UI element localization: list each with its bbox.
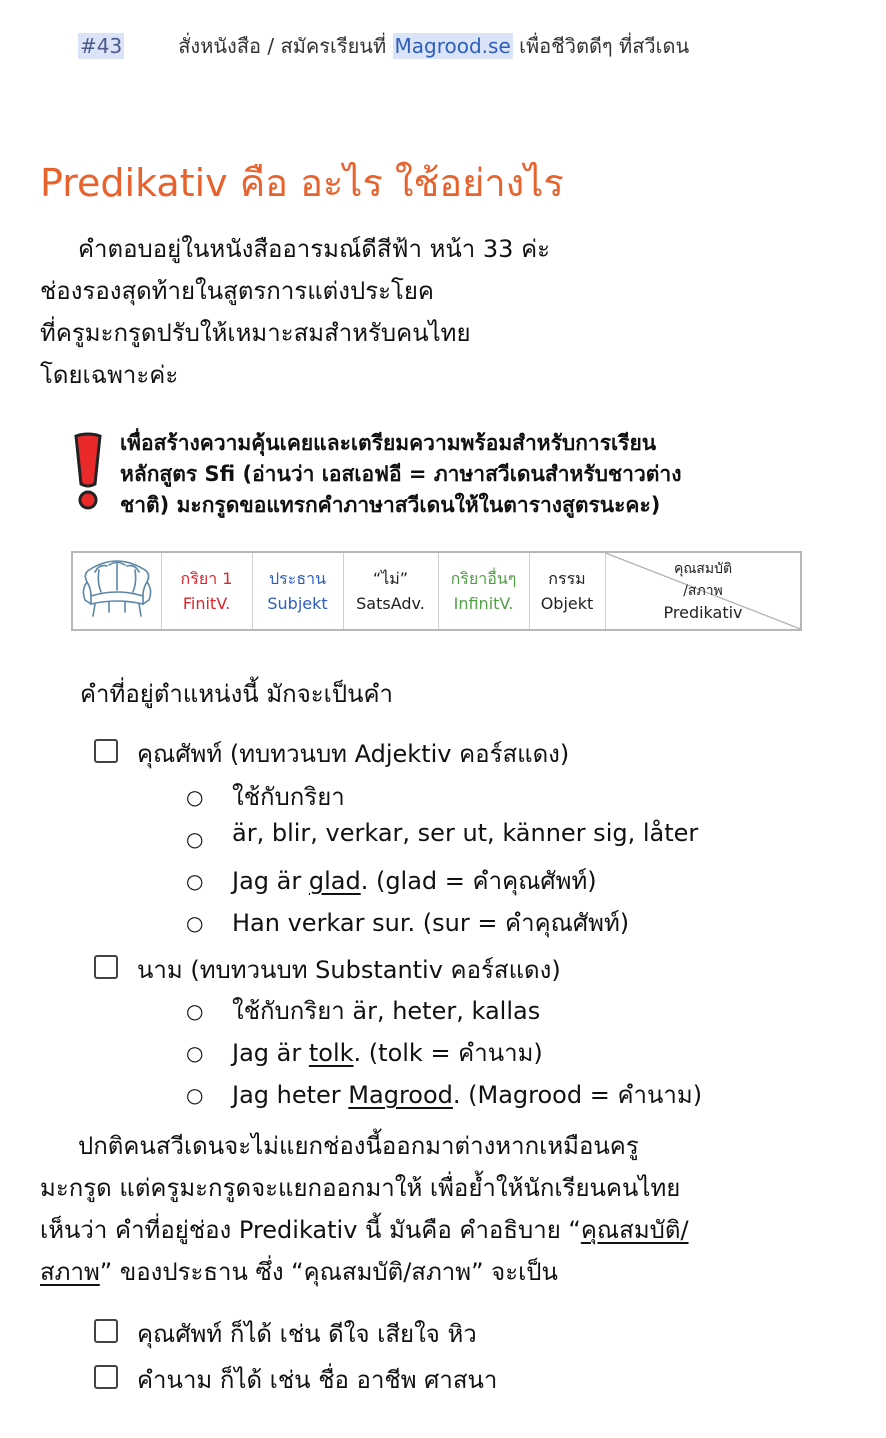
sentence-formula-table xyxy=(71,551,802,631)
warning-note xyxy=(70,428,790,528)
bullet-icon: ○ xyxy=(186,911,204,935)
col-predikativ: คุณสมบัติ /สภาพ Predikativ xyxy=(605,552,801,630)
exclamation-icon xyxy=(70,432,106,512)
warning-text: เพื่อสร้างความคุ้นเคยและเตรียมความพร้อมสำหรับการเรียน หลักสูตร Sfi (อ่านว่า เอสเอฟอี = ภาษาสวีเดนสำหรับชาวต่าง ชาติ) มะกรูดขอแทรกคำภาษาสวีเดนให้ในตารางสูตรนะคะ) xyxy=(120,431,682,517)
header-text: สั่งหนังสือ / สมัครเรียนที่ Magrood.se เพื่อชีวิตดีๆ ที่สวีเดน xyxy=(178,34,690,58)
intro-paragraph: คำตอบอยู่ในหนังสืออารมณ์ดีสีฟ้า หน้า 33 ค่ะ ช่องรองสุดท้ายในสูตรการแต่งประโยค ที่ครูมะกรูดปรับให้เหมาะสมสำหรับคนไทย โดยเฉพาะค่ะ xyxy=(40,235,551,389)
bullet-icon: ○ xyxy=(186,1041,204,1065)
checkbox-adjective-example[interactable] xyxy=(94,1319,118,1343)
bullet-icon: ○ xyxy=(186,785,204,809)
bullet-icon: ○ xyxy=(186,1083,204,1107)
noun-example: Jag heter Magrood. (Magrood = คำนาม) xyxy=(232,1081,703,1109)
bullet-icon: ○ xyxy=(186,869,204,893)
noun-example-label: คำนาม ก็ได้ เช่น ชื่อ อาชีพ ศาสนา xyxy=(137,1366,498,1394)
noun-label: นาม (ทบทวนบท Substantiv คอร์สแดง) xyxy=(137,956,561,984)
col-satsadv: “ไม่” SatsAdv. xyxy=(343,552,438,630)
adjective-example: Han verkar sur. (sur = คำคุณศัพท์) xyxy=(232,909,630,937)
checkbox-adjective[interactable] xyxy=(94,739,118,763)
adjective-label: คุณศัพท์ (ทบทวนบท Adjektiv คอร์สแดง) xyxy=(137,740,570,768)
bullet-icon: ○ xyxy=(186,999,204,1023)
checkbox-noun[interactable] xyxy=(94,955,118,979)
adjective-item: är, blir, verkar, ser ut, känner sig, låter xyxy=(232,819,699,847)
col-objekt: กรรม Objekt xyxy=(529,552,605,630)
noun-item: ใช้กับกริยา är, heter, kallas xyxy=(232,997,541,1025)
adjective-item: ใช้กับกริยา xyxy=(232,783,345,811)
page-header xyxy=(78,30,689,62)
col-subjekt: ประธาน Subjekt xyxy=(252,552,343,630)
checkbox-noun-example[interactable] xyxy=(94,1365,118,1389)
armchair-icon xyxy=(72,552,161,630)
noun-example: Jag är tolk. (tolk = คำนาม) xyxy=(232,1039,543,1067)
lead-sentence: คำที่อยู่ตำแหน่งนี้ มักจะเป็นคำ xyxy=(80,680,394,708)
col-infinit: กริยาอื่นๆ InfinitV. xyxy=(438,552,529,630)
page-title: Predikativ คือ อะไร ใช้อย่างไร xyxy=(40,161,564,205)
page-number: #43 xyxy=(80,34,123,58)
header-link[interactable]: Magrood.se xyxy=(394,34,511,58)
adjective-example: Jag är glad. (glad = คำคุณศัพท์) xyxy=(232,867,597,895)
bullet-icon: ○ xyxy=(186,827,204,851)
col-finit: กริยา 1 FinitV. xyxy=(161,552,252,630)
explanation-paragraph: ปกติคนสวีเดนจะไม่แยกช่องนี้ออกมาต่างหากเหมือนครู มะกรูด แต่ครูมะกรูดจะแยกออกมาให้ เพื่อย้ำให้นักเรียนคนไทย เห็นว่า คำที่อยู่ช่อง Predikativ นี้ มันคือ คำอธิบาย “คุณสมบัติ/ สภาพ” ของประธาน ซึ่ง “คุณสมบัติ/สภาพ” จะเป็น xyxy=(40,1132,689,1286)
adjective-example-label: คุณศัพท์ ก็ได้ เช่น ดีใจ เสียใจ หิว xyxy=(137,1320,477,1348)
